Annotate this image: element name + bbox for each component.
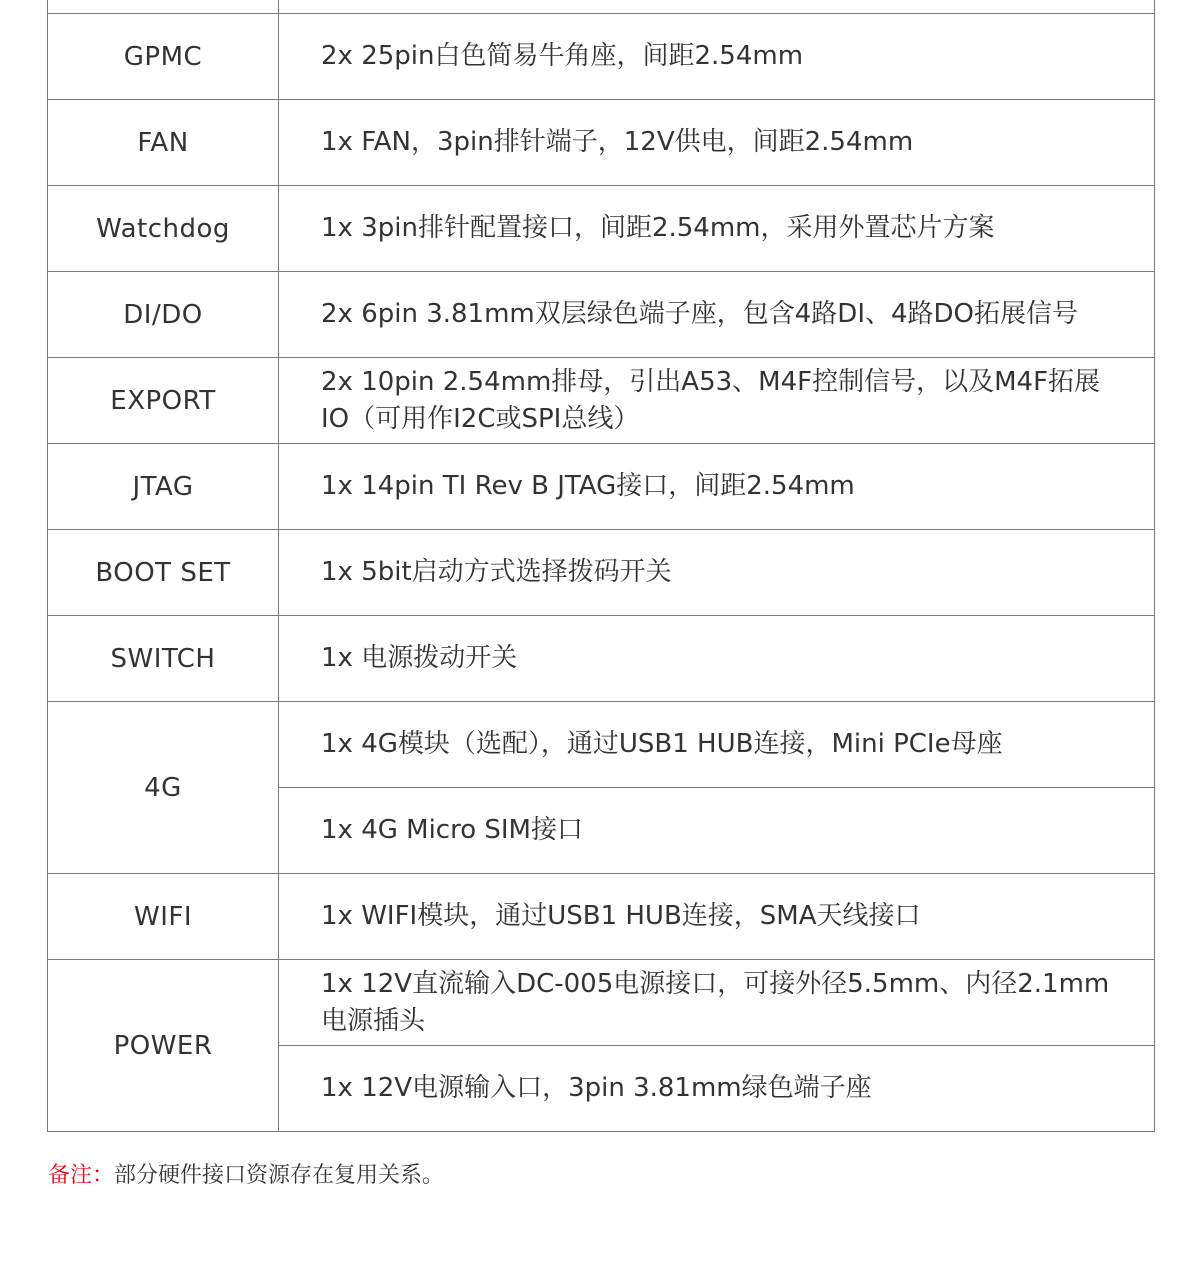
table-cell-empty <box>48 0 279 14</box>
table-row <box>48 100 1155 186</box>
table-cell-empty <box>279 0 1155 14</box>
interface-name-cell: EXPORT <box>48 358 279 444</box>
table-row <box>48 358 1155 444</box>
interface-name-cell: GPMC <box>48 14 279 100</box>
interface-description-cell: 1x WIFI模块，通过USB1 HUB连接，SMA天线接口 <box>279 874 1155 960</box>
table-row-top-partial <box>48 0 1155 14</box>
table-row <box>48 14 1155 100</box>
table-row <box>48 444 1155 530</box>
table-row <box>48 616 1155 702</box>
interface-name-cell: JTAG <box>48 444 279 530</box>
interface-name-cell: POWER <box>48 960 279 1132</box>
interface-description-cell: 1x 14pin TI Rev B JTAG接口，间距2.54mm <box>279 444 1155 530</box>
interface-description-cell: 1x 3pin排针配置接口，间距2.54mm，采用外置芯片方案 <box>279 186 1155 272</box>
interface-description-cell: 1x 12V直流输入DC-005电源接口，可接外径5.5mm、内径2.1mm电源插头 <box>279 960 1155 1046</box>
interface-name-cell: 4G <box>48 702 279 874</box>
interface-name-cell: BOOT SET <box>48 530 279 616</box>
interface-description-cell: 1x 电源拨动开关 <box>279 616 1155 702</box>
interface-description-cell: 2x 6pin 3.81mm双层绿色端子座，包含4路DI、4路DO拓展信号 <box>279 272 1155 358</box>
footnote <box>48 1158 444 1189</box>
table-row <box>48 702 1155 788</box>
interface-description-cell: 2x 10pin 2.54mm排母，引出A53、M4F控制信号，以及M4F拓展IO（可用作I2C或SPI总线） <box>279 358 1155 444</box>
table-row <box>48 960 1155 1046</box>
interface-name-cell: SWITCH <box>48 616 279 702</box>
interface-name-cell: WIFI <box>48 874 279 960</box>
interface-name-cell: FAN <box>48 100 279 186</box>
interface-description-cell: 1x 5bit启动方式选择拨码开关 <box>279 530 1155 616</box>
footnote-prefix: 备注： <box>48 1163 115 1188</box>
spec-table <box>47 0 1155 1132</box>
interface-description-cell: 1x 4G Micro SIM接口 <box>279 788 1155 874</box>
spec-table-body <box>48 0 1155 1132</box>
footnote-text: 部分硬件接口资源存在复用关系。 <box>114 1163 445 1188</box>
table-row <box>48 530 1155 616</box>
interface-name-cell: Watchdog <box>48 186 279 272</box>
interface-description-cell: 1x 4G模块（选配），通过USB1 HUB连接，Mini PCIe母座 <box>279 702 1155 788</box>
interface-description-cell: 1x FAN，3pin排针端子，12V供电，间距2.54mm <box>279 100 1155 186</box>
table-row <box>48 272 1155 358</box>
interface-name-cell: DI/DO <box>48 272 279 358</box>
table-row <box>48 874 1155 960</box>
interface-description-cell: 2x 25pin白色简易牛角座，间距2.54mm <box>279 14 1155 100</box>
table-row <box>48 186 1155 272</box>
interface-description-cell: 1x 12V电源输入口，3pin 3.81mm绿色端子座 <box>279 1046 1155 1132</box>
